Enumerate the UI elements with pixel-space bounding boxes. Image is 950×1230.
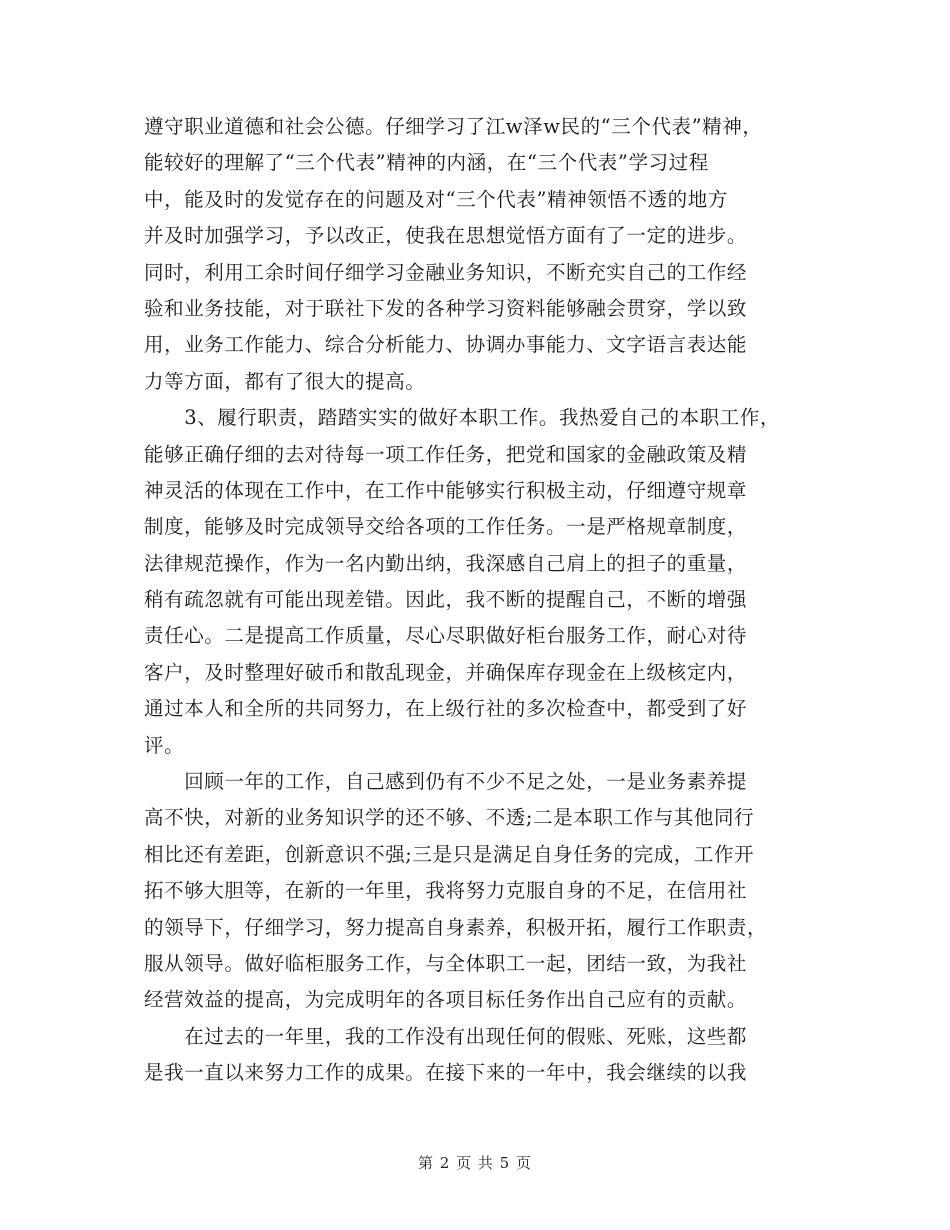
text-line: 服从领导。做好临柜服务工作，与全体职工一起，团结一致，为我社 bbox=[144, 951, 748, 975]
text-line: 神灵活的体现在工作中，在工作中能够实行积极主动，仔细遵守规章 bbox=[144, 478, 748, 502]
text-line: 通过本人和全所的共同努力，在上级行社的多次检查中，都受到了好 bbox=[144, 697, 748, 721]
text-line: 评。 bbox=[144, 733, 185, 757]
document-body bbox=[144, 109, 834, 1092]
text-line: 相比还有差距，创新意识不强;三是只是满足自身任务的完成，工作开 bbox=[144, 842, 755, 866]
text-line: 法律规范操作，作为一名内勤出纳，我深感自己肩上的担子的重量， bbox=[144, 551, 748, 575]
text-line: 制度，能够及时完成领导交给各项的工作任务。一是严格规章制度， bbox=[144, 515, 748, 539]
text-line: 中，能及时的发觉存在的问题及对“三个代表”精神领悟不透的地方 bbox=[144, 187, 728, 211]
text-line: 验和业务技能，对于联社下发的各种学习资料能够融会贯穿，学以致 bbox=[144, 296, 748, 320]
text-line: 客户，及时整理好破币和散乱现金，并确保库存现金在上级核定内， bbox=[144, 660, 748, 684]
text-line: 在过去的一年里，我的工作没有出现任何的假账、死账，这些都 bbox=[144, 1024, 748, 1048]
text-line: 3、履行职责，踏踏实实的做好本职工作。我热爱自己的本职工作， bbox=[144, 406, 781, 430]
text-line: 经营效益的提高，为完成明年的各项目标任务作出自己应有的贡献。 bbox=[144, 988, 748, 1012]
text-line: 高不快，对新的业务知识学的还不够、不透;二是本职工作与其他同行 bbox=[144, 806, 755, 830]
text-line: 是我一直以来努力工作的成果。在接下来的一年中，我会继续的以我 bbox=[144, 1061, 748, 1085]
text-line: 责任心。二是提高工作质量，尽心尽职做好柜台服务工作，耐心对待 bbox=[144, 624, 748, 648]
text-line: 的领导下，仔细学习，努力提高自身素养，积极开拓，履行工作职责， bbox=[144, 915, 768, 939]
text-line: 用，业务工作能力、综合分析能力、协调办事能力、文字语言表达能 bbox=[144, 333, 748, 357]
text-line: 并及时加强学习，予以改正，使我在思想觉悟方面有了一定的进步。 bbox=[144, 224, 748, 248]
text-line: 回顾一年的工作，自己感到仍有不少不足之处，一是业务素养提 bbox=[144, 770, 748, 794]
text-line: 能较好的理解了“三个代表”精神的内涵，在“三个代表”学习过程 bbox=[144, 151, 709, 175]
text-line: 能够正确仔细的去对待每一项工作任务，把党和国家的金融政策及精 bbox=[144, 442, 748, 466]
text-line: 稍有疏忽就有可能出现差错。因此，我不断的提醒自己，不断的增强 bbox=[144, 588, 748, 612]
text-line: 拓不够大胆等，在新的一年里，我将努力克服自身的不足，在信用社 bbox=[144, 879, 748, 903]
text-line: 同时，利用工余时间仔细学习金融业务知识，不断充实自己的工作经 bbox=[144, 260, 748, 284]
page-number-footer: 第 2 页 共 5 页 bbox=[418, 1154, 532, 1172]
text-line: 遵守职业道德和社会公德。仔细学习了江w泽w民的“三个代表”精神， bbox=[144, 115, 763, 138]
text-line: 力等方面，都有了很大的提高。 bbox=[144, 369, 426, 393]
